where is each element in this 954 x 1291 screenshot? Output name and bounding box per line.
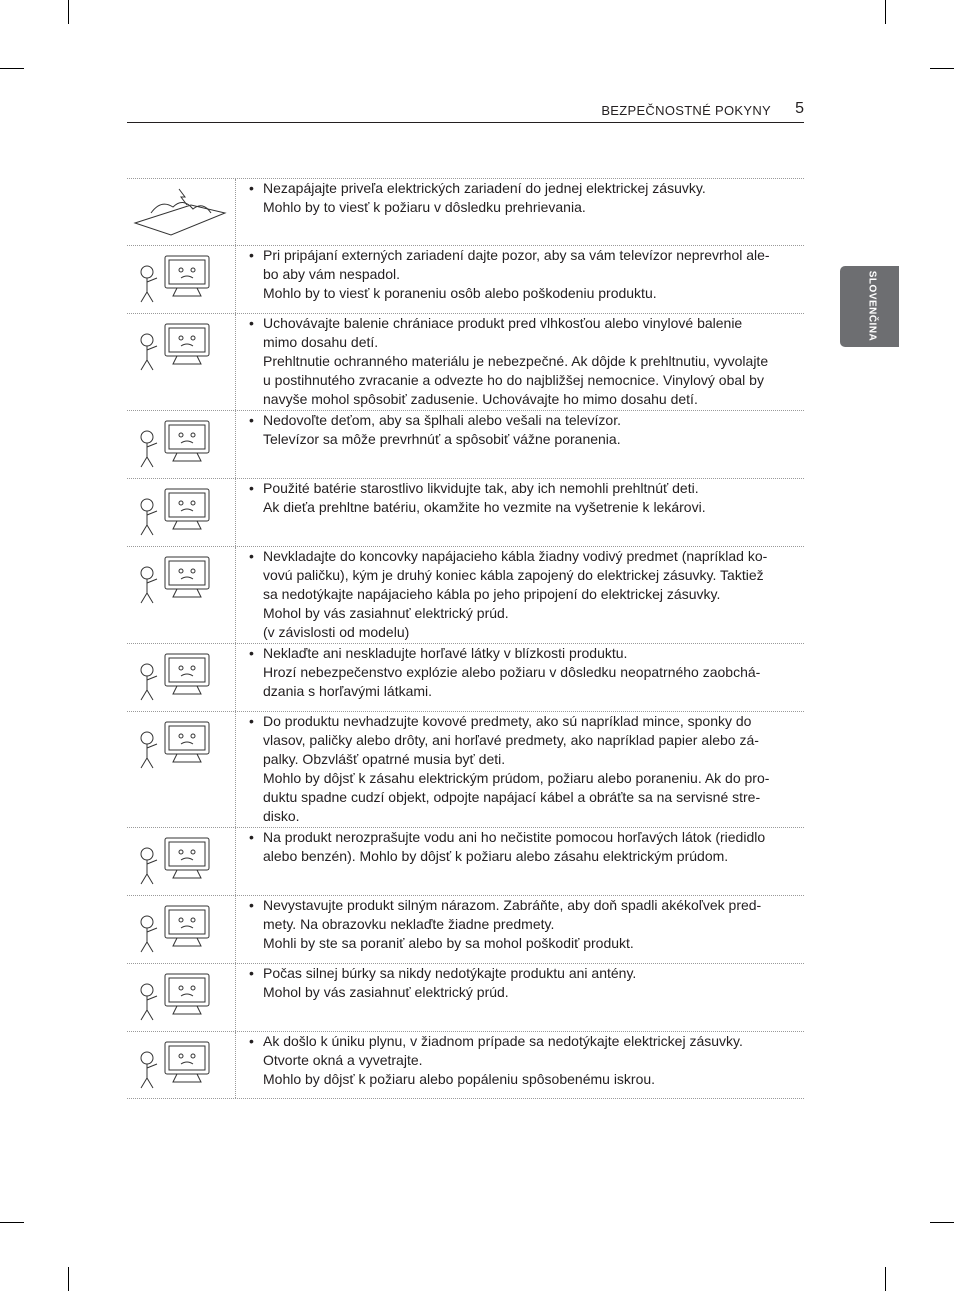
instruction-line: sa nedotýkajte napájacieho kábla po jeho pripojení do elektrickej zásuvky. <box>263 586 721 602</box>
column-divider <box>235 712 236 827</box>
safety-instruction <box>249 314 789 409</box>
child-climbing-tv-icon <box>127 411 235 478</box>
column-divider <box>235 411 236 478</box>
instruction-line: Televízor sa môže prevrhnúť a spôsobiť vážne poranenia. <box>263 431 621 447</box>
safety-instruction <box>249 179 789 217</box>
instruction-line: Nedovoľte deťom, aby sa šplhali alebo vešali na televízor. <box>263 412 621 428</box>
bullet: • <box>249 412 254 428</box>
instruction-line: Prehltnutie ochranného materiálu je nebezpečné. Ak dôjde k prehltnutiu, vyvolajte <box>263 353 769 369</box>
instruction-line: dzania s horľavými látkami. <box>263 683 433 699</box>
instruction-line: (v závislosti od modelu) <box>263 624 410 640</box>
safety-row <box>127 711 804 827</box>
column-divider <box>235 547 236 643</box>
bullet: • <box>249 1033 254 1049</box>
instruction-line: Mohol by vás zasiahnuť elektrický prúd. <box>263 605 509 621</box>
safety-instruction <box>249 1032 789 1089</box>
bullet: • <box>249 548 254 564</box>
child-swallowing-battery-icon <box>127 479 235 546</box>
overloaded-outlet-icon <box>127 179 235 245</box>
safety-row <box>127 895 804 963</box>
instruction-line: bo aby vám nespadol. <box>263 266 400 282</box>
instruction-line: u postihnutého zvracanie a odvezte ho do najbližšej nemocnice. Vinylový obal by <box>263 372 764 388</box>
instruction-line: Mohlo by to viesť k poraneniu osôb alebo poškodeniu produktu. <box>263 285 657 301</box>
gas-leak-icon <box>127 1032 235 1098</box>
column-divider <box>235 896 236 963</box>
bullet: • <box>249 480 254 496</box>
instruction-line: navyše mohol spôsobiť zadusenie. Uchovávajte ho mimo dosahu detí. <box>263 391 698 407</box>
instruction-line: Mohlo by to viesť k požiaru v dôsledku prehrievania. <box>263 199 586 215</box>
instruction-line: Počas silnej búrky sa nikdy nedotýkajte produktu ani antény. <box>263 965 637 981</box>
instruction-line: Nevystavujte produkt silným nárazom. Zabráňte, aby doň spadli akékoľvek pred- <box>263 897 762 913</box>
column-divider <box>235 644 236 711</box>
header-rule <box>127 122 804 123</box>
instruction-line: Nevkladajte do koncovky napájacieho kábla žiadny vodivý predmet (napríklad ko- <box>263 548 768 564</box>
instruction-line: Otvorte okná a vyvetrajte. <box>263 1052 423 1068</box>
flammable-spray-icon <box>127 644 235 711</box>
safety-instruction <box>249 479 789 517</box>
safety-instruction <box>249 547 789 642</box>
safety-row <box>127 478 804 546</box>
safety-row <box>127 410 804 478</box>
crop-mark <box>0 1222 24 1223</box>
cable-with-metal-object-icon <box>127 547 235 643</box>
instruction-line: Mohlo by dôjsť k zásahu elektrickým prúdom, požiaru alebo poraneniu. Ak do pro- <box>263 770 770 786</box>
section-title: BEZPEČNOSTNÉ POKYNY <box>601 103 771 118</box>
safety-row <box>127 313 804 410</box>
crop-mark <box>930 1222 954 1223</box>
child-pulling-cable-icon <box>127 246 235 313</box>
instruction-line: Hrozí nebezpečenstvo explózie alebo požiaru v dôsledku neopatrného zaobchá- <box>263 664 761 680</box>
safety-instruction <box>249 896 789 953</box>
column-divider <box>235 964 236 1031</box>
language-tab <box>840 266 899 347</box>
safety-row <box>127 963 804 1031</box>
bullet: • <box>249 713 254 729</box>
bullet: • <box>249 247 254 263</box>
crop-mark <box>930 68 954 69</box>
instruction-line: Neklaďte ani neskladujte horľavé látky v blízkosti produktu. <box>263 645 628 661</box>
safety-instruction <box>249 964 789 1002</box>
instruction-line: mimo dosahu detí. <box>263 334 379 350</box>
instruction-line: vovú paličku), kým je druhý koniec kábla zapojený do elektrickej zásuvky. Taktiež <box>263 567 764 583</box>
instruction-line: Do produktu nevhadzujte kovové predmety, ako sú napríklad mince, sponky do <box>263 713 752 729</box>
instruction-line: Ak dieťa prehltne batériu, okamžite ho vezmite na vyšetrenie k lekárovi. <box>263 499 706 515</box>
column-divider <box>235 479 236 546</box>
spray-water-icon <box>127 828 235 895</box>
bullet: • <box>249 965 254 981</box>
instruction-line: Nezapájajte priveľa elektrických zariadení do jednej elektrickej zásuvky. <box>263 180 706 196</box>
instruction-line: duktu spadne cudzí objekt, odpojte napájací kábel a obráťte sa na servisné stre- <box>263 789 761 805</box>
instruction-line: Ak došlo k úniku plynu, v žiadnom prípade sa nedotýkajte elektrickej zásuvky. <box>263 1033 743 1049</box>
language-tab-label: SLOVENČINA <box>866 270 878 342</box>
instruction-line: alebo benzén). Mohlo by dôjsť k požiaru alebo zásahu elektrickým prúdom. <box>263 848 729 864</box>
safety-row <box>127 245 804 313</box>
instruction-line: palky. Obzvlášť opatrné musia byť deti. <box>263 751 506 767</box>
column-divider <box>235 179 236 245</box>
lightning-storm-icon <box>127 964 235 1031</box>
crop-mark <box>885 1267 886 1291</box>
instruction-line: Pri pripájaní externých zariadení dajte pozor, aby sa vám televízor neprevrhol ale- <box>263 247 770 263</box>
instruction-line: Mohol by vás zasiahnuť elektrický prúd. <box>263 984 509 1000</box>
safety-row <box>127 643 804 711</box>
instruction-line: Uchovávajte balenie chrániace produkt pred vlhkosťou alebo vinylové balenie <box>263 315 743 331</box>
instruction-line: disko. <box>263 808 300 824</box>
safety-instruction <box>249 828 789 866</box>
bullet: • <box>249 315 254 331</box>
metal-objects-icon <box>127 712 235 827</box>
safety-instruction <box>249 411 789 449</box>
instruction-line: Mohli by ste sa poraniť alebo by sa mohol poškodiť produkt. <box>263 935 634 951</box>
page-number: 5 <box>795 100 804 117</box>
safety-instruction <box>249 644 789 701</box>
column-divider <box>235 246 236 313</box>
crop-mark <box>885 0 886 24</box>
bullet: • <box>249 180 254 196</box>
safety-row <box>127 1031 804 1099</box>
instruction-line: Použité batérie starostlivo likvidujte tak, aby ich nemohli prehltnúť deti. <box>263 480 699 496</box>
column-divider <box>235 828 236 895</box>
column-divider <box>235 1032 236 1098</box>
ball-impact-icon <box>127 896 235 963</box>
instruction-line: vlasov, paličky alebo drôty, ani horľavé predmety, ako napríklad papier alebo zá- <box>263 732 759 748</box>
child-with-plastic-bag-icon <box>127 314 235 410</box>
safety-instruction <box>249 246 789 303</box>
bullet: • <box>249 829 254 845</box>
safety-table <box>127 178 804 1099</box>
safety-instruction <box>249 712 789 826</box>
crop-mark <box>68 1267 69 1291</box>
safety-row <box>127 178 804 245</box>
safety-row <box>127 546 804 643</box>
instruction-line: Mohlo by dôjsť k požiaru alebo popáleniu spôsobenému iskrou. <box>263 1071 656 1087</box>
crop-mark <box>0 68 24 69</box>
bullet: • <box>249 897 254 913</box>
instruction-line: mety. Na obrazovku neklaďte žiadne predmety. <box>263 916 555 932</box>
crop-mark <box>68 0 69 24</box>
instruction-line: Na produkt nerozprašujte vodu ani ho nečistite pomocou horľavých látok (riedidlo <box>263 829 766 845</box>
column-divider <box>235 314 236 410</box>
safety-row <box>127 827 804 895</box>
bullet: • <box>249 645 254 661</box>
page-header <box>127 100 804 122</box>
